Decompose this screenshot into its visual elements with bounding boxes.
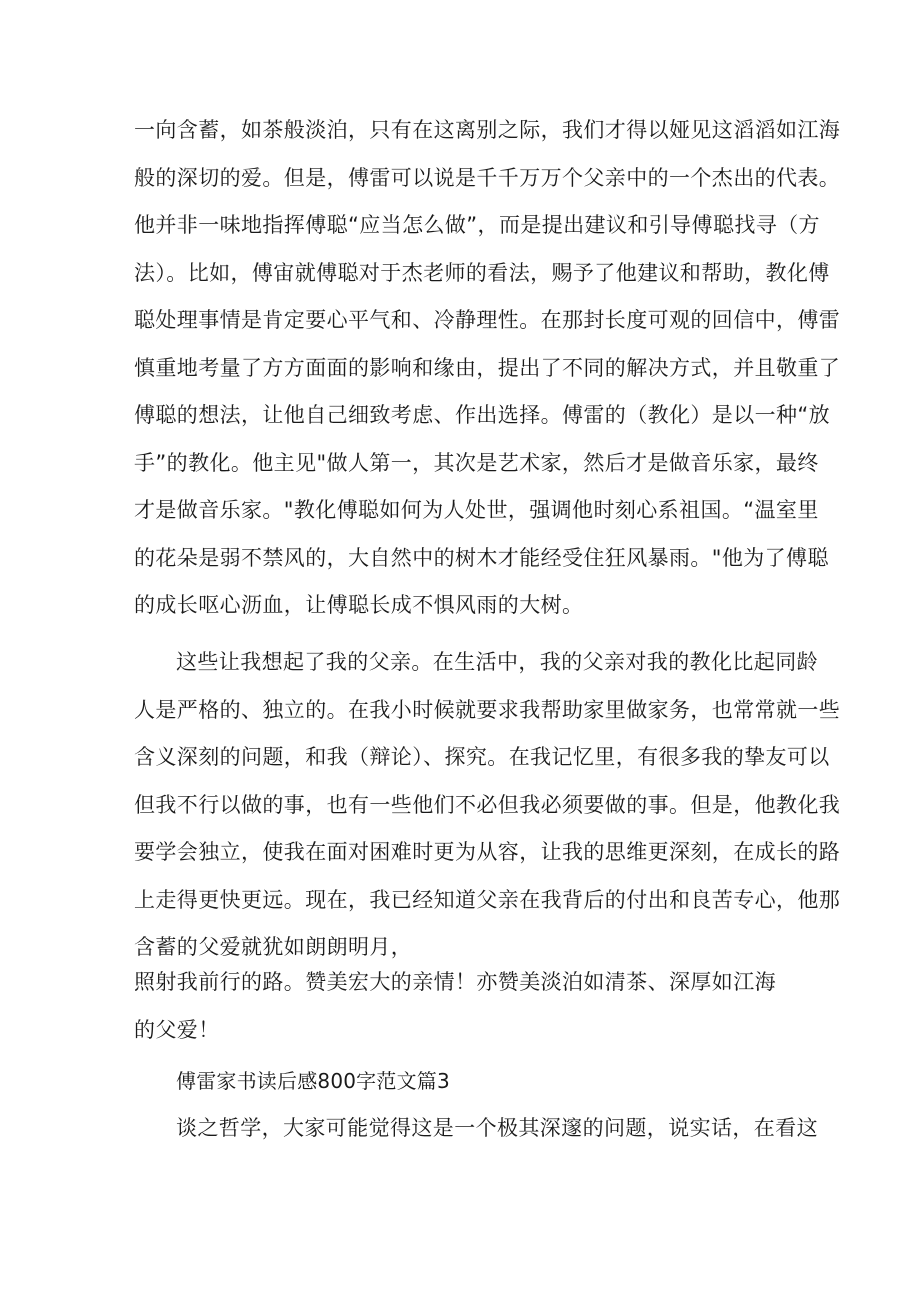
body-text-line: 聪处理事情是肯定要心平气和、冷静理性。在那封长度可观的回信中，傅雷	[134, 308, 841, 332]
body-text-line: 上走得更快更远。现在，我已经知道父亲在我背后的付出和良苦专心，他那	[134, 888, 841, 912]
body-text-line: 慎重地考量了方方面面的影响和缘由，提出了不同的解决方式，并且敬重了	[134, 356, 841, 380]
body-text-line: 谈之哲学，大家可能觉得这是一个极其深邃的问题，说实话，在看这	[176, 1116, 818, 1140]
body-text-line: 含义深刻的问题，和我（辩论）、探究。在我记忆里，有很多我的挚友可以	[134, 745, 830, 769]
body-text-line: 要学会独立，使我在面对困难时更为从容，让我的思维更深刻，在成长的路	[134, 840, 841, 864]
body-text-line: 傅聪的想法，让他自己细致考虑、作出选择。傅雷的（教化）是以一种“放	[134, 403, 831, 427]
body-text-line: 的成长呕心沥血，让傅聪长成不惧风雨的大树。	[134, 593, 584, 617]
body-text-line: 法）。比如，傅宙就傅聪对于杰老师的看法，赐予了他建议和帮助，教化傅	[134, 261, 830, 285]
body-text-line: 般的深切的爱。但是，傅雷可以说是千千万万个父亲中的一个杰出的代表。	[134, 166, 841, 190]
body-text-line: 的父爱！	[134, 1018, 220, 1042]
body-text-line: 这些让我想起了我的父亲。在生活中，我的父亲对我的教化比起同龄	[176, 650, 818, 674]
body-text-line: 但我不行以做的事，也有一些他们不必但我必须要做的事。但是，他教化我	[134, 793, 841, 817]
section-heading: 傅雷家书读后感800字范文篇3	[176, 1069, 450, 1093]
body-text-line: 才是做音乐家。"教化傅聪如何为人处世，强调他时刻心系祖国。“温室里	[134, 498, 819, 522]
body-text-line: 的花朵是弱不禁风的，大自然中的树木才能经受住狂风暴雨。"他为了傅聪	[134, 546, 829, 570]
body-text-line: 照射我前行的路。赞美宏大的亲情！亦赞美淡泊如清茶、深厚如江海	[134, 970, 776, 994]
body-text-line: 他并非一味地指挥傅聪“应当怎么做”，而是提出建议和引导傅聪找寻（方	[134, 213, 820, 237]
body-text-line: 人是严格的、独立的。在我小时候就要求我帮助家里做家务，也常常就一些	[134, 698, 841, 722]
body-text-line: 一向含蓄，如茶般淡泊，只有在这离别之际，我们才得以娅见这滔滔如江海	[134, 118, 841, 142]
body-text-line: 手”的教化。他主见"做人第一，其次是艺术家，然后才是做音乐家，最终	[134, 451, 819, 475]
body-text-line: 含蓄的父爱就犹如朗朗明月，	[134, 935, 413, 959]
